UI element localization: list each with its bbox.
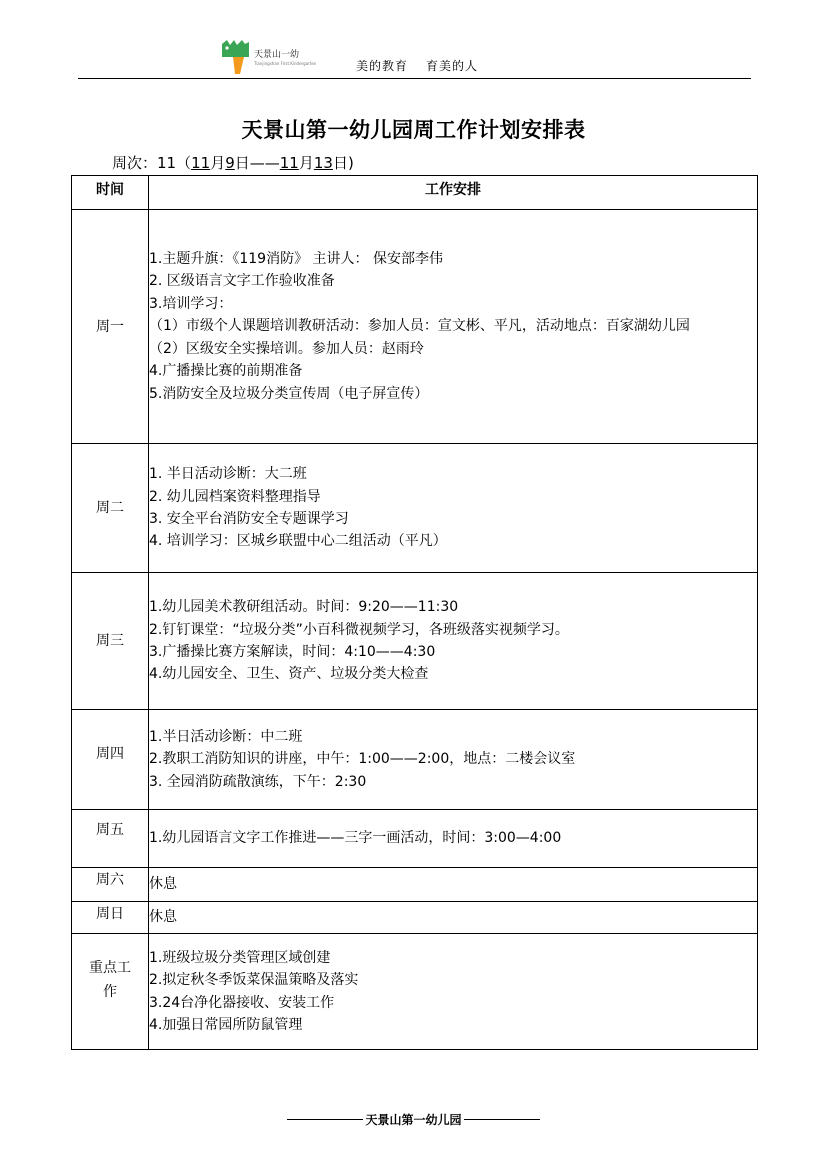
work-item: （2）区级安全实操培训。参加人员：赵雨玲: [149, 340, 424, 357]
table-header-row: [72, 176, 758, 210]
page-title: 天景山第一幼儿园周工作计划安排表: [241, 118, 586, 142]
week-range: [112, 152, 354, 173]
work-item: 4.广播操比赛的前期准备: [149, 363, 303, 380]
slogan-right: 育美的人: [426, 59, 479, 73]
table-row-saturday: [72, 868, 758, 902]
page-footer: [0, 1111, 827, 1128]
work-cell: [149, 810, 758, 868]
day-label: 作: [103, 984, 117, 1000]
start-day: 9: [225, 154, 235, 172]
work-item: 2. 幼儿园档案资料整理指导: [149, 488, 321, 505]
table-row-thursday: [72, 710, 758, 810]
table-row-sunday: [72, 902, 758, 934]
weekly-plan-table: [71, 175, 758, 1050]
column-header-time: 时间: [72, 176, 149, 210]
work-cell: [149, 902, 758, 934]
footer-rule-right: [464, 1119, 540, 1120]
work-item: 4. 培训学习：区城乡联盟中心二组活动（平凡）: [149, 533, 447, 550]
table-row-key-work: [72, 934, 758, 1050]
work-item: 3.培训学习：: [149, 295, 233, 312]
kindergarten-logo-icon: [218, 38, 258, 76]
table-row-tuesday: [72, 444, 758, 573]
day-label: 周一: [96, 318, 124, 335]
work-cell: [149, 573, 758, 710]
page-header: [78, 36, 751, 79]
work-item: 2.教职工消防知识的讲座，中午：1:00——2:00，地点：二楼会议室: [149, 751, 576, 768]
day-label: 周三: [96, 633, 124, 649]
end-day: 13: [313, 154, 333, 172]
footer-text: 天景山第一幼儿园: [365, 1113, 462, 1127]
table-row-wednesday: [72, 573, 758, 710]
table-row-friday: [72, 810, 758, 868]
work-item: 休息: [149, 909, 177, 926]
day-label: 周六: [96, 872, 124, 888]
day-label: 周日: [96, 906, 124, 922]
work-item: 5.消防安全及垃圾分类宣传周（电子屏宣传）: [149, 385, 429, 402]
work-item: 1. 半日活动诊断：大二班: [149, 466, 307, 483]
work-cell: [149, 710, 758, 810]
work-cell: [149, 868, 758, 902]
day-cell: [72, 710, 149, 810]
work-item: 4.加强日常园所防鼠管理: [149, 1016, 303, 1033]
work-cell: [149, 210, 758, 444]
day-label: 重点工: [89, 960, 131, 976]
day-cell: [72, 573, 149, 710]
day-label-dash: 日——: [234, 154, 280, 172]
month-label: 月: [298, 154, 314, 172]
day-cell: [72, 868, 149, 902]
day-label: 周二: [96, 500, 124, 516]
footer-rule-left: [287, 1119, 363, 1120]
work-item: 1.班级垃圾分类管理区域创建: [149, 949, 331, 966]
work-cell: [149, 934, 758, 1050]
work-item: 1.幼儿园语言文字工作推进——三字一画活动，时间：3:00—4:00: [149, 830, 562, 847]
work-item: 2.钉钉课堂：“垃圾分类”小百科微视频学习，各班级落实视频学习。: [149, 621, 569, 638]
day-cell: [72, 934, 149, 1050]
work-item: 3.广播操比赛方案解读，时间：4:10——4:30: [149, 644, 436, 660]
work-item: 3. 全园消防疏散演练，下午：2:30: [149, 773, 367, 790]
work-item: 2.拟定秋冬季饭菜保温策略及落实: [149, 972, 359, 989]
end-month: 11: [279, 154, 299, 172]
day-cell: [72, 810, 149, 868]
table-row-monday: [72, 210, 758, 444]
work-item: 1.幼儿园美术教研组活动。时间：9:20——11:30: [149, 599, 459, 616]
day-label: 周四: [96, 746, 124, 762]
day-label: 周五: [96, 822, 124, 838]
header-slogan: [356, 57, 478, 74]
work-item: 1.半日活动诊断：中二班: [149, 728, 303, 745]
day-cell: [72, 210, 149, 444]
start-month: 11: [191, 154, 211, 172]
logo-name: 天景山一幼: [254, 50, 300, 60]
logo-text: [254, 50, 316, 66]
work-item: 1.主题升旗：《119消防》 主讲人： 保安部李伟: [149, 251, 443, 268]
day-label-end: 日): [332, 154, 354, 172]
work-item: 3.24台净化器接收、安装工作: [149, 994, 335, 1011]
week-prefix: 周次：11（: [112, 154, 192, 172]
work-cell: [149, 444, 758, 573]
day-cell: [72, 902, 149, 934]
column-header-work: 工作安排: [149, 176, 758, 210]
slogan-left: 美的教育: [356, 59, 409, 73]
month-label: 月: [210, 154, 226, 172]
work-item: 4.幼儿园安全、卫生、资产、垃圾分类大检查: [149, 666, 429, 683]
work-item: （1）市级个人课题培训教研活动：参加人员：宣文彬、平凡，活动地点：百家湖幼儿园: [149, 318, 690, 335]
logo-english: Tianjingshan First Kindergarten: [254, 61, 317, 66]
work-item: 2. 区级语言文字工作验收准备: [149, 273, 335, 290]
work-item: 休息: [149, 876, 177, 893]
work-item: 3. 安全平台消防安全专题课学习: [149, 511, 349, 527]
day-cell: [72, 444, 149, 573]
